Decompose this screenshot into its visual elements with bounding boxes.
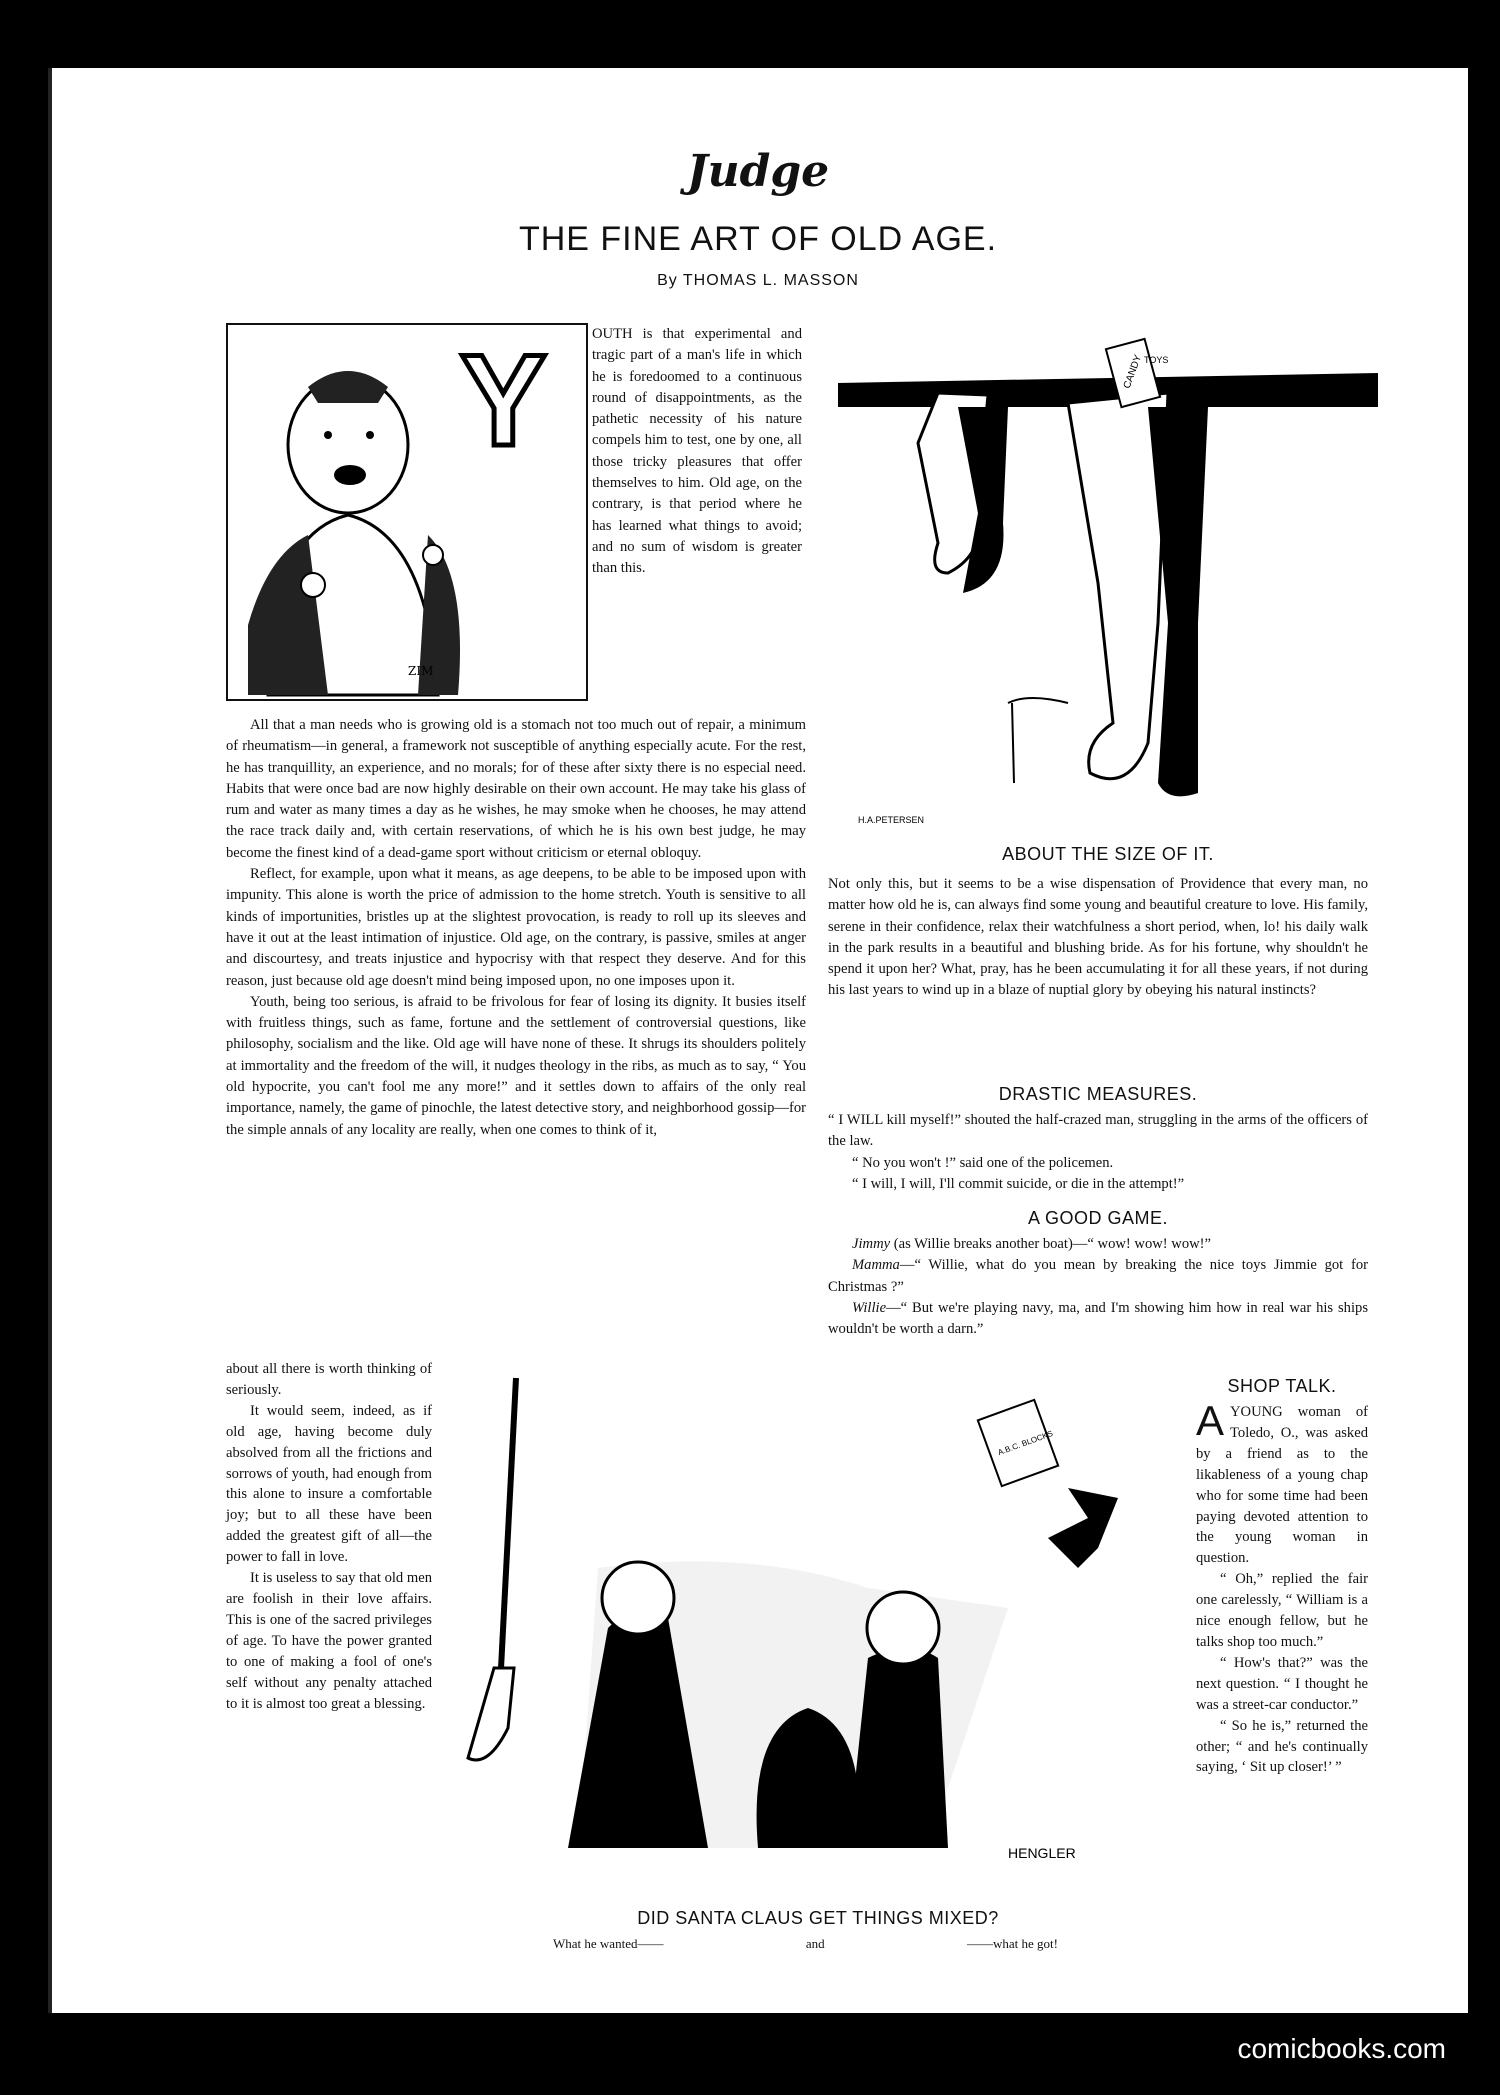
santa-cartoon (448, 1368, 1188, 1898)
article-column-left (226, 715, 806, 1141)
stockings-illustration (828, 323, 1388, 823)
article-paragraph-6: It is useless to say that old men are foolish in their love affairs. This is one of the sacred privileges of age. To have the power granted to one of making a fool of one's self without any penalty attached to it is almost too great a blessing. (226, 1570, 432, 1712)
byline: By THOMAS L. MASSON (657, 272, 859, 289)
drastic-measures-title: DRASTIC MEASURES. (998, 1084, 1198, 1104)
article-paragraph-7: Not only this, but it seems to be a wise dispensation of Providence that every man, no matter how old he is, can always find some young and beautiful creature to love. His family, serene in their confidence, relax their watchfulness a short period, when, lo! his daily walk in the park results in a beautiful and blushing bride. As for his fortune, why shouldn't he spend it upon her? What, pray, has he been accumulating it for all these years, if not during his last years to wind up in a blaze of nuptial glory by obeying his natural instincts? (828, 876, 1368, 999)
shop-talk-paragraph-4: “ So he is,” returned the other; “ and he's continually saying, ‘ Sit up closer!’ ” (1196, 1717, 1368, 1776)
candy-tag: CANDY (1121, 353, 1145, 391)
shop-talk-paragraph-2: “ Oh,” replied the fair one carelessly, “ William is a nice enough fellow, but he talks shop too much.” (1196, 1571, 1368, 1650)
toys-tag: TOYS (1144, 355, 1169, 365)
speaker-jimmy: Jimmy (852, 1236, 891, 1252)
shop-talk-paragraph-1: YOUNG woman of Toledo, O., was asked by a friend as to the likableness of a young chap who for some time had been paying devoted attention to the young woman in question. (1196, 1404, 1368, 1567)
good-game-title: A GOOD GAME. (1027, 1208, 1169, 1228)
shop-talk-dropcap: A (1196, 1397, 1225, 1444)
page-edge-rule (48, 68, 52, 2013)
drastic-line-1: WILL kill myself!” shouted the half-crazed man, struggling in the arms of the officers of the law. (828, 1112, 1368, 1150)
article-paragraph-1-wrap (592, 324, 802, 580)
jimmy-line: (as Willie breaks another boat)—“ wow! wow! wow!” (890, 1236, 1212, 1252)
site-watermark: comicbooks.com (1237, 2033, 1446, 2064)
article-paragraph-2: All that a man needs who is growing old is a stomach not too much out of repair, a minimum of rheumatism—in general, a framework not susceptible of anything especially acute. For the rest, he has tranquillity, an experience, and no morals; for of these after sixty there is no especial need. Habits that were once bad are now highly desirable on their own account. He may take his glass of rum and water as many times a day as he wishes, he may smoke when he chooses, he may attend the race track daily and, with certain reservations, of which he is his own best judge, he may become the finest kind of a dead-game sport without criticism or eternal obloquy. (226, 717, 806, 861)
article-paragraph-5: It would seem, indeed, as if old age, having become duly absolved from all the frictions and sorrows of youth, had enough from this alone to insure a comfortable joy; but to all these have been added the greatest gift of all—the power to fall in love. (226, 1402, 432, 1566)
speaker-willie: Willie (852, 1299, 887, 1316)
santa-subcaption (553, 1936, 1058, 1952)
article-title: THE FINE ART OF OLD AGE. (518, 220, 998, 258)
drastic-line-3: “ I will, I will, I'll commit suicide, or die in the attempt!” (852, 1175, 1185, 1192)
article-column-right (828, 874, 1368, 1002)
shop-talk-paragraph-3: “ How's that?” was the next question. “ I thought he was a street-car conductor.” (1196, 1654, 1368, 1713)
article-paragraph-1: OUTH is that experimental and tragic part of a man's life in which he is foredoomed to a continuous round of disappointments, as the pathetic necessity of his nature compels him to test, one by one, all those tricky pleasures that offer themselves to him. Old age, on the contrary, is that period where he has learned what things to avoid; and no sum of wisdom is greater than this. (592, 326, 802, 577)
article-column-narrow (226, 1359, 432, 1714)
santa-signature: HENGLER (1008, 1845, 1076, 1861)
article-paragraph-4: Youth, being too serious, is afraid to be frivolous for fear of losing its dignity. It busies itself with fruitless things, such as fame, fortune and the settlement of controversial questions, like philosophy, socialism and the like. Old age will have none of these. It shrugs its shoulders politely at immortality and the freedom of the will, it nudges theology in the ribs, as much as to say, “ You old hypocrite, you can't fool me any more!” and it settles down to affairs of the only real importance, namely, the game of pinochle, the latest detective story, and neighborhood gossip—for the simple annals of any locality are really, when one comes to think of it, (226, 993, 806, 1138)
drastic-line-2: “ No you won't !” said one of the policemen. (852, 1154, 1114, 1171)
mamma-line: —“ Willie, what do you mean by breaking the nice toys Jimmie got for Christmas ?” (828, 1257, 1368, 1295)
drastic-measures-text (828, 1110, 1368, 1195)
stockings-caption: ABOUT THE SIZE OF IT. (1002, 844, 1214, 864)
santa-middle-caption: and (805, 1936, 825, 1951)
masthead: Judge (686, 146, 830, 197)
blocks-box-label: A.B.C. BLOCKS (996, 1428, 1055, 1458)
shop-talk-title: SHOP TALK. (1227, 1376, 1337, 1396)
santa-caption: DID SANTA CLAUS GET THINGS MIXED? (637, 1908, 999, 1928)
illustration-dropcap: Y (460, 327, 547, 473)
santa-left-caption: What he wanted—— (553, 1936, 664, 1951)
good-game-text (828, 1234, 1368, 1340)
article-paragraph-3: Reflect, for example, upon what it means, as age deepens, to be able to be imposed upon with impunity. This alone is worth the price of admission to the home stretch. Youth is sensitive to all kinds of importunities, bristles up at the slightest provocation, is ready to roll up its sleeves and have it out at the least intimation of injustice. Old age, on the contrary, is passive, smiles at anger and discourtesy, and treats injustice and hypocrisy with that respect they deserve. And for this reason, just because old age doesn't mind being imposed upon, no one imposes upon it. (226, 866, 806, 989)
old-man-illustration (226, 323, 588, 701)
illustration-signature: ZIM (408, 664, 434, 678)
stockings-signature: H.A.PETERSEN (858, 815, 925, 825)
shop-talk-text (1196, 1397, 1368, 1778)
speaker-mamma: Mamma (852, 1257, 900, 1274)
page (48, 68, 1468, 2013)
willie-line: —“ But we're playing navy, ma, and I'm showing him how in real war his ships wouldn't be worth a darn.” (828, 1299, 1368, 1338)
article-paragraph-4-continued: about all there is worth thinking of seriously. (226, 1361, 432, 1398)
drastic-lead: “ I (828, 1112, 844, 1128)
santa-right-caption: ——what he got! (967, 1936, 1058, 1951)
